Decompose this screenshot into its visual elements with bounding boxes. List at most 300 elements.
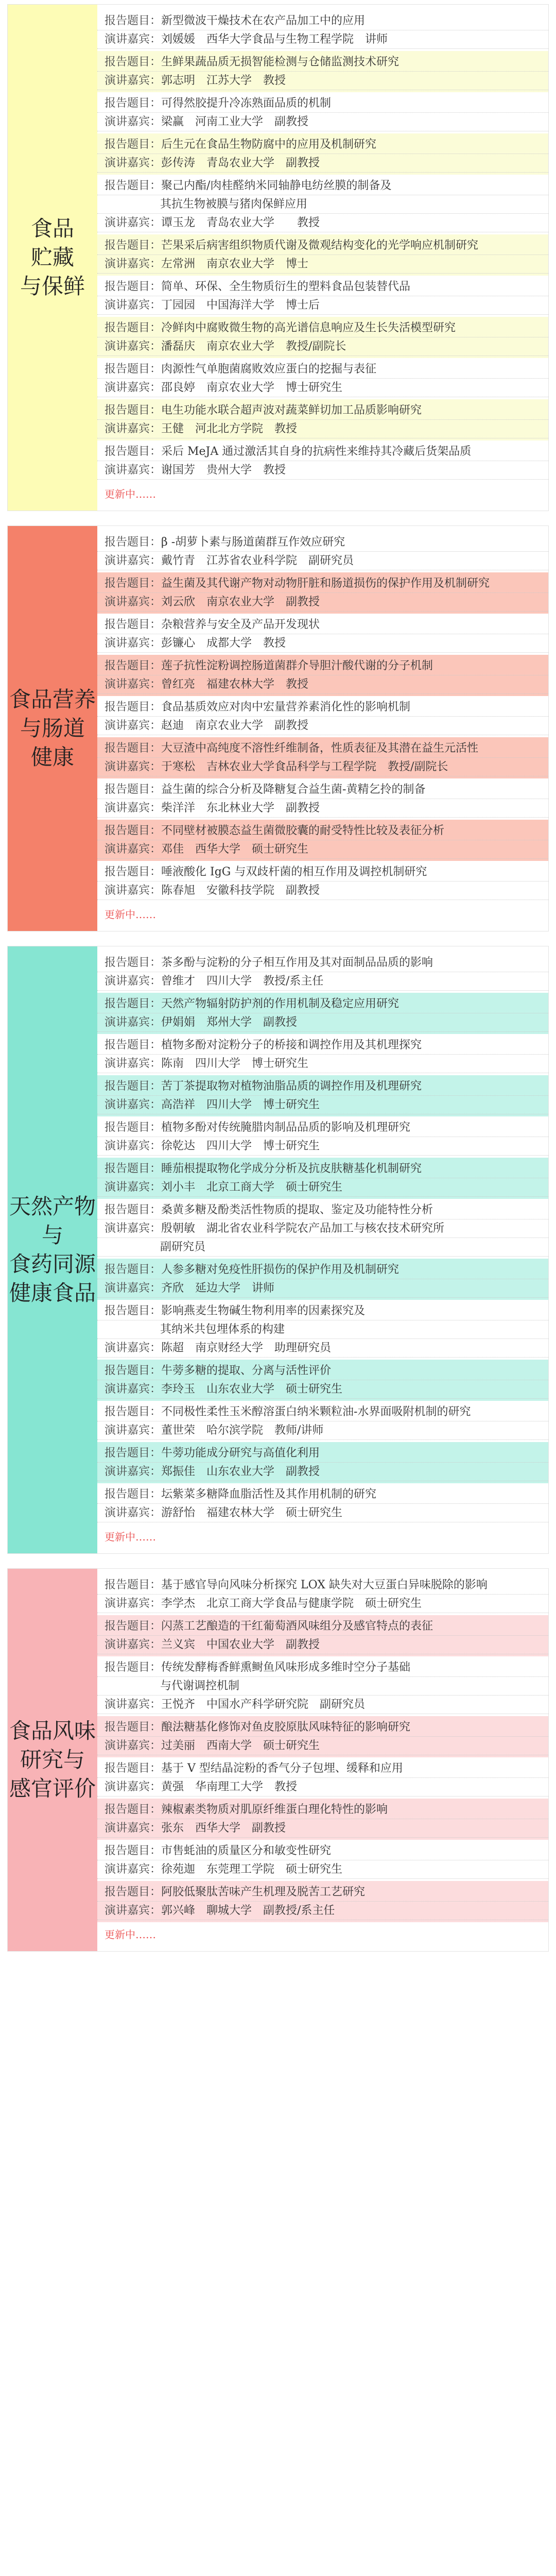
speaker-name: 戴竹青 江苏省农业科学院 副研究员: [161, 554, 354, 567]
talk-title-row: [97, 863, 548, 882]
speaker-name: 李玲玉 山东农业大学 硕士研究生: [161, 1383, 343, 1396]
report-label: 报告题目：: [105, 1721, 162, 1734]
talk-title: 不同极性柔性玉米醇溶蛋白纳米颗粒油-水界面吸附机制的研究: [161, 1405, 471, 1418]
talk-title: 传统发酵梅香鲜熏鲥鱼风味形成多维时空分子基础: [161, 1661, 411, 1674]
report-label: 报告题目：: [105, 997, 162, 1010]
talk-title: 牛蒡多糖的提取、分离与活性评价: [161, 1364, 332, 1377]
report-label: 报告题目：: [105, 1886, 162, 1899]
speaker-row: [97, 255, 548, 274]
talk-list: [97, 5, 548, 511]
speaker-name: 潘磊庆 南京农业大学 教授/副院长: [161, 340, 346, 353]
session-section: [7, 1568, 549, 1952]
talk-title: 植物多酚对淀粉分子的桥接和调控作用及其机理探究: [161, 1039, 422, 1052]
speaker-name: 伊娟娟 郑州大学 副教授: [161, 1016, 298, 1029]
talk-item: [97, 572, 548, 614]
speaker-row: [97, 972, 548, 991]
talk-item: [97, 234, 548, 276]
talk-title: 聚己内酯/肉桂醛纳米同轴静电纺丝膜的制备及: [161, 179, 392, 192]
talk-title-row: [97, 1118, 548, 1137]
speaker-row: [97, 1595, 548, 1613]
report-label: 报告题目：: [105, 1447, 162, 1460]
speaker-row: [97, 675, 548, 694]
report-label: 报告题目：: [105, 1263, 162, 1276]
talk-item: [97, 1360, 548, 1401]
speaker-name: 殷朝敏 湖北省农业科学院农产品加工与核农技术研究所: [161, 1222, 445, 1235]
talk-title: 基于感官导向风味分析探究 LOX 缺失对大豆蛋白异味脱除的影响: [161, 1579, 488, 1591]
talk-title: 影响燕麦生物碱生物利用率的因素探究及: [161, 1304, 366, 1317]
speaker-label: 演讲嘉宾：: [105, 1016, 162, 1029]
speaker-name: 曾维才 四川大学 教授/系主任: [161, 975, 324, 988]
speaker-row: [97, 1219, 548, 1238]
talk-title-row: [97, 1036, 548, 1055]
talk-title: 苦丁茶提取物对植物油脂品质的调控作用及机理研究: [161, 1080, 422, 1093]
talk-title-row: [97, 401, 548, 420]
speaker-label: 演讲嘉宾：: [105, 1506, 162, 1519]
speaker-row: [97, 1860, 548, 1879]
speaker-label: 演讲嘉宾：: [105, 381, 162, 394]
speaker-name: 王健 河北北方学院 教授: [161, 422, 298, 435]
talk-item: [97, 92, 548, 133]
talk-title-row: [97, 1320, 548, 1339]
speaker-label: 演讲嘉宾：: [105, 1698, 162, 1711]
talk-title: 茶多酚与淀粉的分子相互作用及其对面制品品质的影响: [161, 956, 433, 969]
speaker-row: [97, 1137, 548, 1156]
talk-item: [97, 10, 548, 51]
talk-title: 辣椒素类物质对肌原纤维蛋白理化特性的影响: [161, 1803, 388, 1816]
talk-title: 冷鲜肉中腐败微生物的高光谱信息响应及生长失活模型研究: [161, 321, 456, 334]
speaker-name: 柴洋洋 东北林业大学 副教授: [161, 802, 320, 815]
report-label: 报告题目：: [105, 138, 162, 151]
speaker-label: 演讲嘉宾：: [105, 1863, 162, 1876]
talk-title: 天然产物辐射防护剂的作用机制及稳定应用研究: [161, 997, 399, 1010]
speaker-label: 演讲嘉宾：: [105, 258, 162, 270]
talk-title-row: [97, 1576, 548, 1595]
speaker-row: [97, 1636, 548, 1654]
speaker-row: [97, 882, 548, 900]
speaker-name: 曾红亮 福建农林大学 教授: [161, 678, 309, 691]
talk-item: [97, 1401, 548, 1442]
speaker-row: [97, 337, 548, 356]
speaker-row: [97, 1380, 548, 1399]
speaker-label: 演讲嘉宾：: [105, 1057, 162, 1070]
talk-title-row: [97, 278, 548, 296]
speaker-label: 演讲嘉宾：: [105, 975, 162, 988]
report-label: 报告题目：: [105, 56, 162, 69]
talk-title-row: [97, 135, 548, 154]
talk-title: 新型微波干燥技术在农产品加工中的应用: [161, 14, 366, 27]
speaker-label: 演讲嘉宾：: [105, 760, 162, 773]
talk-item: [97, 1442, 548, 1483]
report-label: 报告题目：: [105, 363, 162, 376]
speaker-name: 游舒怡 福建农林大学 硕士研究生: [161, 1506, 343, 1519]
talk-title: 植物多酚对传统腌腊肉制品品质的影响及机理研究: [161, 1121, 411, 1134]
speaker-row: [97, 1096, 548, 1114]
talk-item: [97, 1075, 548, 1116]
report-label: 报告题目：: [105, 1121, 162, 1134]
speaker-label: 演讲嘉宾：: [105, 884, 162, 897]
speaker-name: 谢国芳 贵州大学 教授: [161, 464, 286, 477]
speaker-row: [97, 1463, 548, 1481]
speaker-row: [97, 1013, 548, 1032]
speaker-name: 刘小丰 北京工商大学 硕士研究生: [161, 1181, 343, 1194]
speaker-row: [97, 296, 548, 315]
report-label: 报告题目：: [105, 1661, 162, 1674]
speaker-name: 齐欣 延边大学 讲师: [161, 1282, 275, 1295]
report-label: 报告题目：: [105, 1803, 162, 1816]
talk-list: [97, 946, 548, 1553]
talk-title-row: [97, 1403, 548, 1421]
talk-title-row: [97, 1160, 548, 1178]
talk-title-row: [97, 319, 548, 337]
talk-title: 唾液酸化 IgG 与双歧杆菌的相互作用及调控机制研究: [161, 866, 427, 878]
report-label: 报告题目：: [105, 1364, 162, 1377]
report-label: 报告题目：: [105, 866, 162, 878]
speaker-row: [97, 1279, 548, 1298]
report-label: 报告题目：: [105, 404, 162, 417]
talk-title: 食品基质效应对肉中宏量营养素消化性的影响机制: [161, 701, 411, 714]
talk-title: 酿法糖基化修饰对鱼皮胶原肽风味特征的影响研究: [161, 1721, 411, 1734]
speaker-row: [97, 1339, 548, 1358]
speaker-row: [97, 214, 548, 232]
speaker-label: 演讲嘉宾：: [105, 1282, 162, 1295]
talk-title: 电生功能水联合超声波对蔬菜鲜切加工品质影响研究: [161, 404, 422, 417]
talk-item: [97, 778, 548, 820]
talk-title: 睡茄根提取物化学成分分析及抗皮肤糖基化机制研究: [161, 1162, 422, 1175]
talk-item: [97, 1799, 548, 1840]
report-label: 报告题目：: [105, 1762, 162, 1775]
talk-item: [97, 531, 548, 572]
talk-item: [97, 696, 548, 737]
talk-title: 莲子抗性淀粉调控肠道菌群介导胆汁酸代谢的分子机制: [161, 659, 433, 672]
talk-title: β -胡萝卜素与肠道菌群互作效应研究: [161, 536, 345, 549]
speaker-row: [97, 1778, 548, 1797]
speaker-label: 演讲嘉宾：: [105, 464, 162, 477]
talk-title-row: [97, 995, 548, 1013]
report-label: 报告题目：: [105, 321, 162, 334]
report-label: 报告题目：: [105, 783, 162, 796]
speaker-label: 演讲嘉宾：: [105, 678, 162, 691]
talk-title-row: [97, 1759, 548, 1778]
speaker-row: [97, 1902, 548, 1920]
conference-schedule: [7, 4, 549, 1952]
talk-title-row: [97, 1658, 548, 1677]
speaker-label: 演讲嘉宾：: [105, 843, 162, 856]
report-label: 报告题目：: [105, 280, 162, 293]
speaker-label: 演讲嘉宾：: [105, 74, 162, 87]
report-label: 报告题目：: [105, 577, 162, 590]
speaker-label: 演讲嘉宾：: [105, 719, 162, 732]
talk-item: [97, 952, 548, 993]
report-label: 报告题目：: [105, 1579, 162, 1591]
report-label: 报告题目：: [105, 618, 162, 631]
speaker-label: 演讲嘉宾：: [105, 1597, 162, 1610]
more-link[interactable]: 更新中……: [105, 488, 156, 500]
speaker-row: [97, 461, 548, 480]
speaker-label: 演讲嘉宾：: [105, 1465, 162, 1478]
talk-title: 基于 V 型结晶淀粉的香气分子包埋、缓释和应用: [161, 1762, 403, 1775]
talk-title-row: [97, 1883, 548, 1902]
talk-title: 桑黄多糖及酚类活性物质的提取、鉴定及功能特性分析: [161, 1204, 433, 1216]
talk-item: [97, 1034, 548, 1075]
speaker-name: 谭玉龙 青岛农业大学 教授: [161, 216, 320, 229]
speaker-name: 于寒松 吉林农业大学食品科学与工程学院 教授/副院长: [161, 760, 448, 773]
speaker-name: 邓佳 西华大学 硕士研究生: [161, 843, 309, 856]
talk-title: 益生菌的综合分析及降糖复合益生菌-黄精乞拎的制备: [161, 783, 426, 796]
talk-title-row: [97, 822, 548, 840]
talk-item: [97, 993, 548, 1034]
talk-title: 大豆渣中高纯度不溶性纤维制备，性质表征及其潜在益生元活性: [161, 742, 479, 755]
talk-title-row: [97, 781, 548, 799]
talk-title: 坛紫菜多糖降血脂活性及其作用机制的研究: [161, 1488, 377, 1501]
talk-title: 可得然胶提升冷冻熟面品质的机制: [161, 97, 332, 110]
speaker-name: 邵良婷 南京农业大学 博士研究生: [161, 381, 343, 394]
speaker-row: [97, 1421, 548, 1440]
talk-item: [97, 1881, 548, 1922]
speaker-row: [97, 1737, 548, 1755]
speaker-name: 高浩祥 四川大学 博士研究生: [161, 1098, 320, 1111]
speaker-name: 李学杰 北京工商大学食品与健康学院 硕士研究生: [161, 1597, 422, 1610]
report-label: 报告题目：: [105, 97, 162, 110]
speaker-label: 演讲嘉宾：: [105, 1140, 162, 1153]
talk-item: [97, 1716, 548, 1757]
speaker-row: [97, 30, 548, 49]
talk-title-row: [97, 1617, 548, 1636]
speaker-row: [97, 593, 548, 612]
report-label: 报告题目：: [105, 1304, 162, 1317]
speaker-name: 陈南 四川大学 博士研究生: [161, 1057, 309, 1070]
report-label: 报告题目：: [105, 1080, 162, 1093]
speaker-label: 演讲嘉宾：: [105, 1222, 162, 1235]
talk-title-row: [97, 443, 548, 461]
speaker-row: [97, 799, 548, 818]
talk-item: [97, 175, 548, 234]
speaker-name: 丁园园 中国海洋大学 博士后: [161, 299, 320, 312]
talk-title-row: [97, 360, 548, 379]
speaker-row: [97, 552, 548, 570]
speaker-name: 黄强 华南理工大学 教授: [161, 1781, 298, 1793]
talk-title: 生鲜果蔬品质无损智能检测与仓储监测技术研究: [161, 56, 399, 69]
report-label: 报告题目：: [105, 1039, 162, 1052]
talk-item: [97, 1483, 548, 1524]
speaker-label: 演讲嘉宾：: [105, 637, 162, 650]
report-label: 报告题目：: [105, 659, 162, 672]
report-label: 报告题目：: [105, 536, 162, 549]
speaker-name: 刘媛媛 西华大学食品与生物工程学院 讲师: [161, 33, 388, 46]
talk-item: [97, 1300, 548, 1360]
report-label: 报告题目：: [105, 1162, 162, 1175]
speaker-label: 演讲嘉宾：: [105, 1739, 162, 1752]
talk-title: 阿胶低聚肽苦味产生机理及脱苦工艺研究: [161, 1886, 366, 1899]
talk-title-row: [97, 1718, 548, 1737]
talk-item: [97, 1116, 548, 1158]
talk-item: [97, 861, 548, 902]
talk-title-row: [97, 1444, 548, 1463]
talk-title-row: [97, 698, 548, 717]
speaker-name: 兰义宾 中国农业大学 副教授: [161, 1638, 320, 1651]
speaker-label: 演讲嘉宾：: [105, 554, 162, 567]
talk-item: [97, 737, 548, 778]
more-link[interactable]: 更新中……: [105, 1928, 156, 1941]
talk-title: 其纳米共包埋体系的构建: [160, 1323, 285, 1336]
speaker-name: 左常洲 南京农业大学 博士: [161, 258, 309, 270]
talk-item: [97, 133, 548, 175]
talk-item: [97, 51, 548, 92]
more-link[interactable]: 更新中……: [105, 1531, 156, 1543]
speaker-label: 演讲嘉宾：: [105, 157, 162, 170]
talk-item: [97, 655, 548, 696]
speaker-row: [97, 1504, 548, 1522]
speaker-row: [97, 1819, 548, 1838]
report-label: 报告题目：: [105, 239, 162, 252]
speaker-row: [97, 840, 548, 859]
speaker-row: [97, 634, 548, 653]
talk-title-row: [97, 1485, 548, 1504]
talk-item: [97, 399, 548, 440]
speaker-row: [97, 154, 548, 173]
session-category-title: 食品 贮藏 与保鲜: [8, 5, 97, 511]
report-label: 报告题目：: [105, 1204, 162, 1216]
talk-item: [97, 358, 548, 399]
talk-title-row: [97, 195, 548, 214]
report-label: 报告题目：: [105, 1620, 162, 1633]
talk-item: [97, 1199, 548, 1259]
talk-title: 简单、环保、全生物质衍生的塑料食品包装替代品: [161, 280, 411, 293]
talk-title-row: [97, 1362, 548, 1380]
speaker-label: 演讲嘉宾：: [105, 1098, 162, 1111]
talk-item: [97, 614, 548, 655]
talk-title: 益生菌及其代谢产物对动物肝脏和肠道损伤的保护作用及机制研究: [161, 577, 490, 590]
talk-item: [97, 276, 548, 317]
speaker-name: 张东 西华大学 副教授: [161, 1822, 286, 1835]
talk-title-row: [97, 657, 548, 675]
speaker-row: [97, 420, 548, 438]
session-section: [7, 4, 549, 511]
speaker-name: 徐乾达 四川大学 博士研究生: [161, 1140, 320, 1153]
speaker-name: 彭传涛 青岛农业大学 副教授: [161, 157, 320, 170]
speaker-row: [97, 72, 548, 90]
talk-title: 闪蒸工艺酿造的干红葡萄酒风味组分及感官特点的表征: [161, 1620, 433, 1633]
talk-title: 肉源性气单胞菌腐败效应蛋白的挖掘与表征: [161, 363, 377, 376]
talk-title-row: [97, 1677, 548, 1696]
report-label: 报告题目：: [105, 742, 162, 755]
talk-title-row: [97, 954, 548, 972]
speaker-label: 演讲嘉宾：: [105, 1383, 162, 1396]
speaker-name: 王悦齐 中国水产科学研究院 副研究员: [161, 1698, 366, 1711]
talk-title-row: [97, 1302, 548, 1320]
speaker-label: 演讲嘉宾：: [105, 1424, 162, 1437]
talk-title-row: [97, 177, 548, 195]
report-label: 报告题目：: [105, 1844, 162, 1857]
speaker-label: 演讲嘉宾：: [105, 340, 162, 353]
speaker-label: 演讲嘉宾：: [105, 596, 162, 608]
report-label: 报告题目：: [105, 824, 162, 837]
report-label: 报告题目：: [105, 1405, 162, 1418]
talk-title-row: [97, 574, 548, 593]
talk-title: 市售蚝油的质量区分和敏变性研究: [161, 1844, 332, 1857]
talk-title-row: [97, 53, 548, 72]
talk-title-row: [97, 1261, 548, 1279]
speaker-title-extra: 副研究员: [160, 1241, 206, 1253]
session-category-title: 天然产物 与 食药同源 健康食品: [8, 946, 97, 1553]
talk-title: 人参多糖对免疫性肝损伤的保护作用及机制研究: [161, 1263, 399, 1276]
speaker-label: 演讲嘉宾：: [105, 1781, 162, 1793]
talk-title: 其抗生物被膜与猪肉保鲜应用: [160, 198, 308, 211]
talk-title-row: [97, 1801, 548, 1819]
report-label: 报告题目：: [105, 1488, 162, 1501]
talk-title-row: [97, 616, 548, 634]
speaker-row-continued: [97, 1238, 548, 1257]
report-label: 报告题目：: [105, 445, 162, 458]
talk-title-row: [97, 533, 548, 552]
talk-item: [97, 440, 548, 482]
session-category-title: 食品风味 研究与 感官评价: [8, 1569, 97, 1951]
speaker-label: 演讲嘉宾：: [105, 115, 162, 128]
speaker-name: 陈春旭 安徽科技学院 副教授: [161, 884, 320, 897]
talk-title: 不同壁材被膜态益生菌微胶囊的耐受特性比较及表征分析: [161, 824, 445, 837]
speaker-name: 梁赢 河南工业大学 副教授: [161, 115, 309, 128]
session-section: [7, 946, 549, 1554]
talk-title-row: [97, 1201, 548, 1219]
speaker-row: [97, 1055, 548, 1073]
speaker-label: 演讲嘉宾：: [105, 1904, 162, 1917]
talk-item: [97, 1574, 548, 1615]
talk-item: [97, 820, 548, 861]
talk-item: [97, 1656, 548, 1716]
report-label: 报告题目：: [105, 956, 162, 969]
speaker-name: 陈超 南京财经大学 助理研究员: [161, 1342, 332, 1354]
speaker-name: 赵迪 南京农业大学 副教授: [161, 719, 309, 732]
talk-title: 采后 MeJA 通过激活其自身的抗病性来维持其冷藏后货架品质: [161, 445, 472, 458]
speaker-name: 过美丽 西南大学 硕士研究生: [161, 1739, 320, 1752]
speaker-name: 郑振佳 山东农业大学 副教授: [161, 1465, 320, 1478]
speaker-row: [97, 379, 548, 397]
speaker-name: 郭志明 江苏大学 教授: [161, 74, 286, 87]
talk-title-row: [97, 94, 548, 113]
talk-title-row: [97, 236, 548, 255]
speaker-row: [97, 717, 548, 735]
talk-title-row: [97, 1077, 548, 1096]
speaker-label: 演讲嘉宾：: [105, 299, 162, 312]
speaker-name: 彭镰心 成都大学 教授: [161, 637, 286, 650]
talk-item: [97, 1840, 548, 1881]
speaker-name: 刘云欣 南京农业大学 副教授: [161, 596, 320, 608]
talk-title-row: [97, 12, 548, 30]
speaker-row: [97, 1178, 548, 1197]
talk-title: 牛蒡功能成分研究与高值化利用: [161, 1447, 320, 1460]
report-label: 报告题目：: [105, 701, 162, 714]
speaker-label: 演讲嘉宾：: [105, 33, 162, 46]
talk-item: [97, 1259, 548, 1300]
talk-item: [97, 317, 548, 358]
talk-title-row: [97, 739, 548, 758]
speaker-label: 演讲嘉宾：: [105, 802, 162, 815]
talk-item: [97, 1757, 548, 1799]
speaker-label: 演讲嘉宾：: [105, 422, 162, 435]
talk-title: 与代谢调控机制: [160, 1680, 240, 1692]
talk-title-row: [97, 1842, 548, 1860]
report-label: 报告题目：: [105, 179, 162, 192]
talk-title: 后生元在食品生物防腐中的应用及机制研究: [161, 138, 377, 151]
speaker-label: 演讲嘉宾：: [105, 1181, 162, 1194]
report-label: 报告题目：: [105, 14, 162, 27]
talk-list: [97, 526, 548, 931]
speaker-row: [97, 113, 548, 131]
talk-item: [97, 1615, 548, 1656]
session-category-title: 食品营养 与肠道 健康: [8, 526, 97, 931]
speaker-label: 演讲嘉宾：: [105, 216, 162, 229]
talk-list: [97, 1569, 548, 1951]
more-link[interactable]: 更新中……: [105, 908, 156, 921]
